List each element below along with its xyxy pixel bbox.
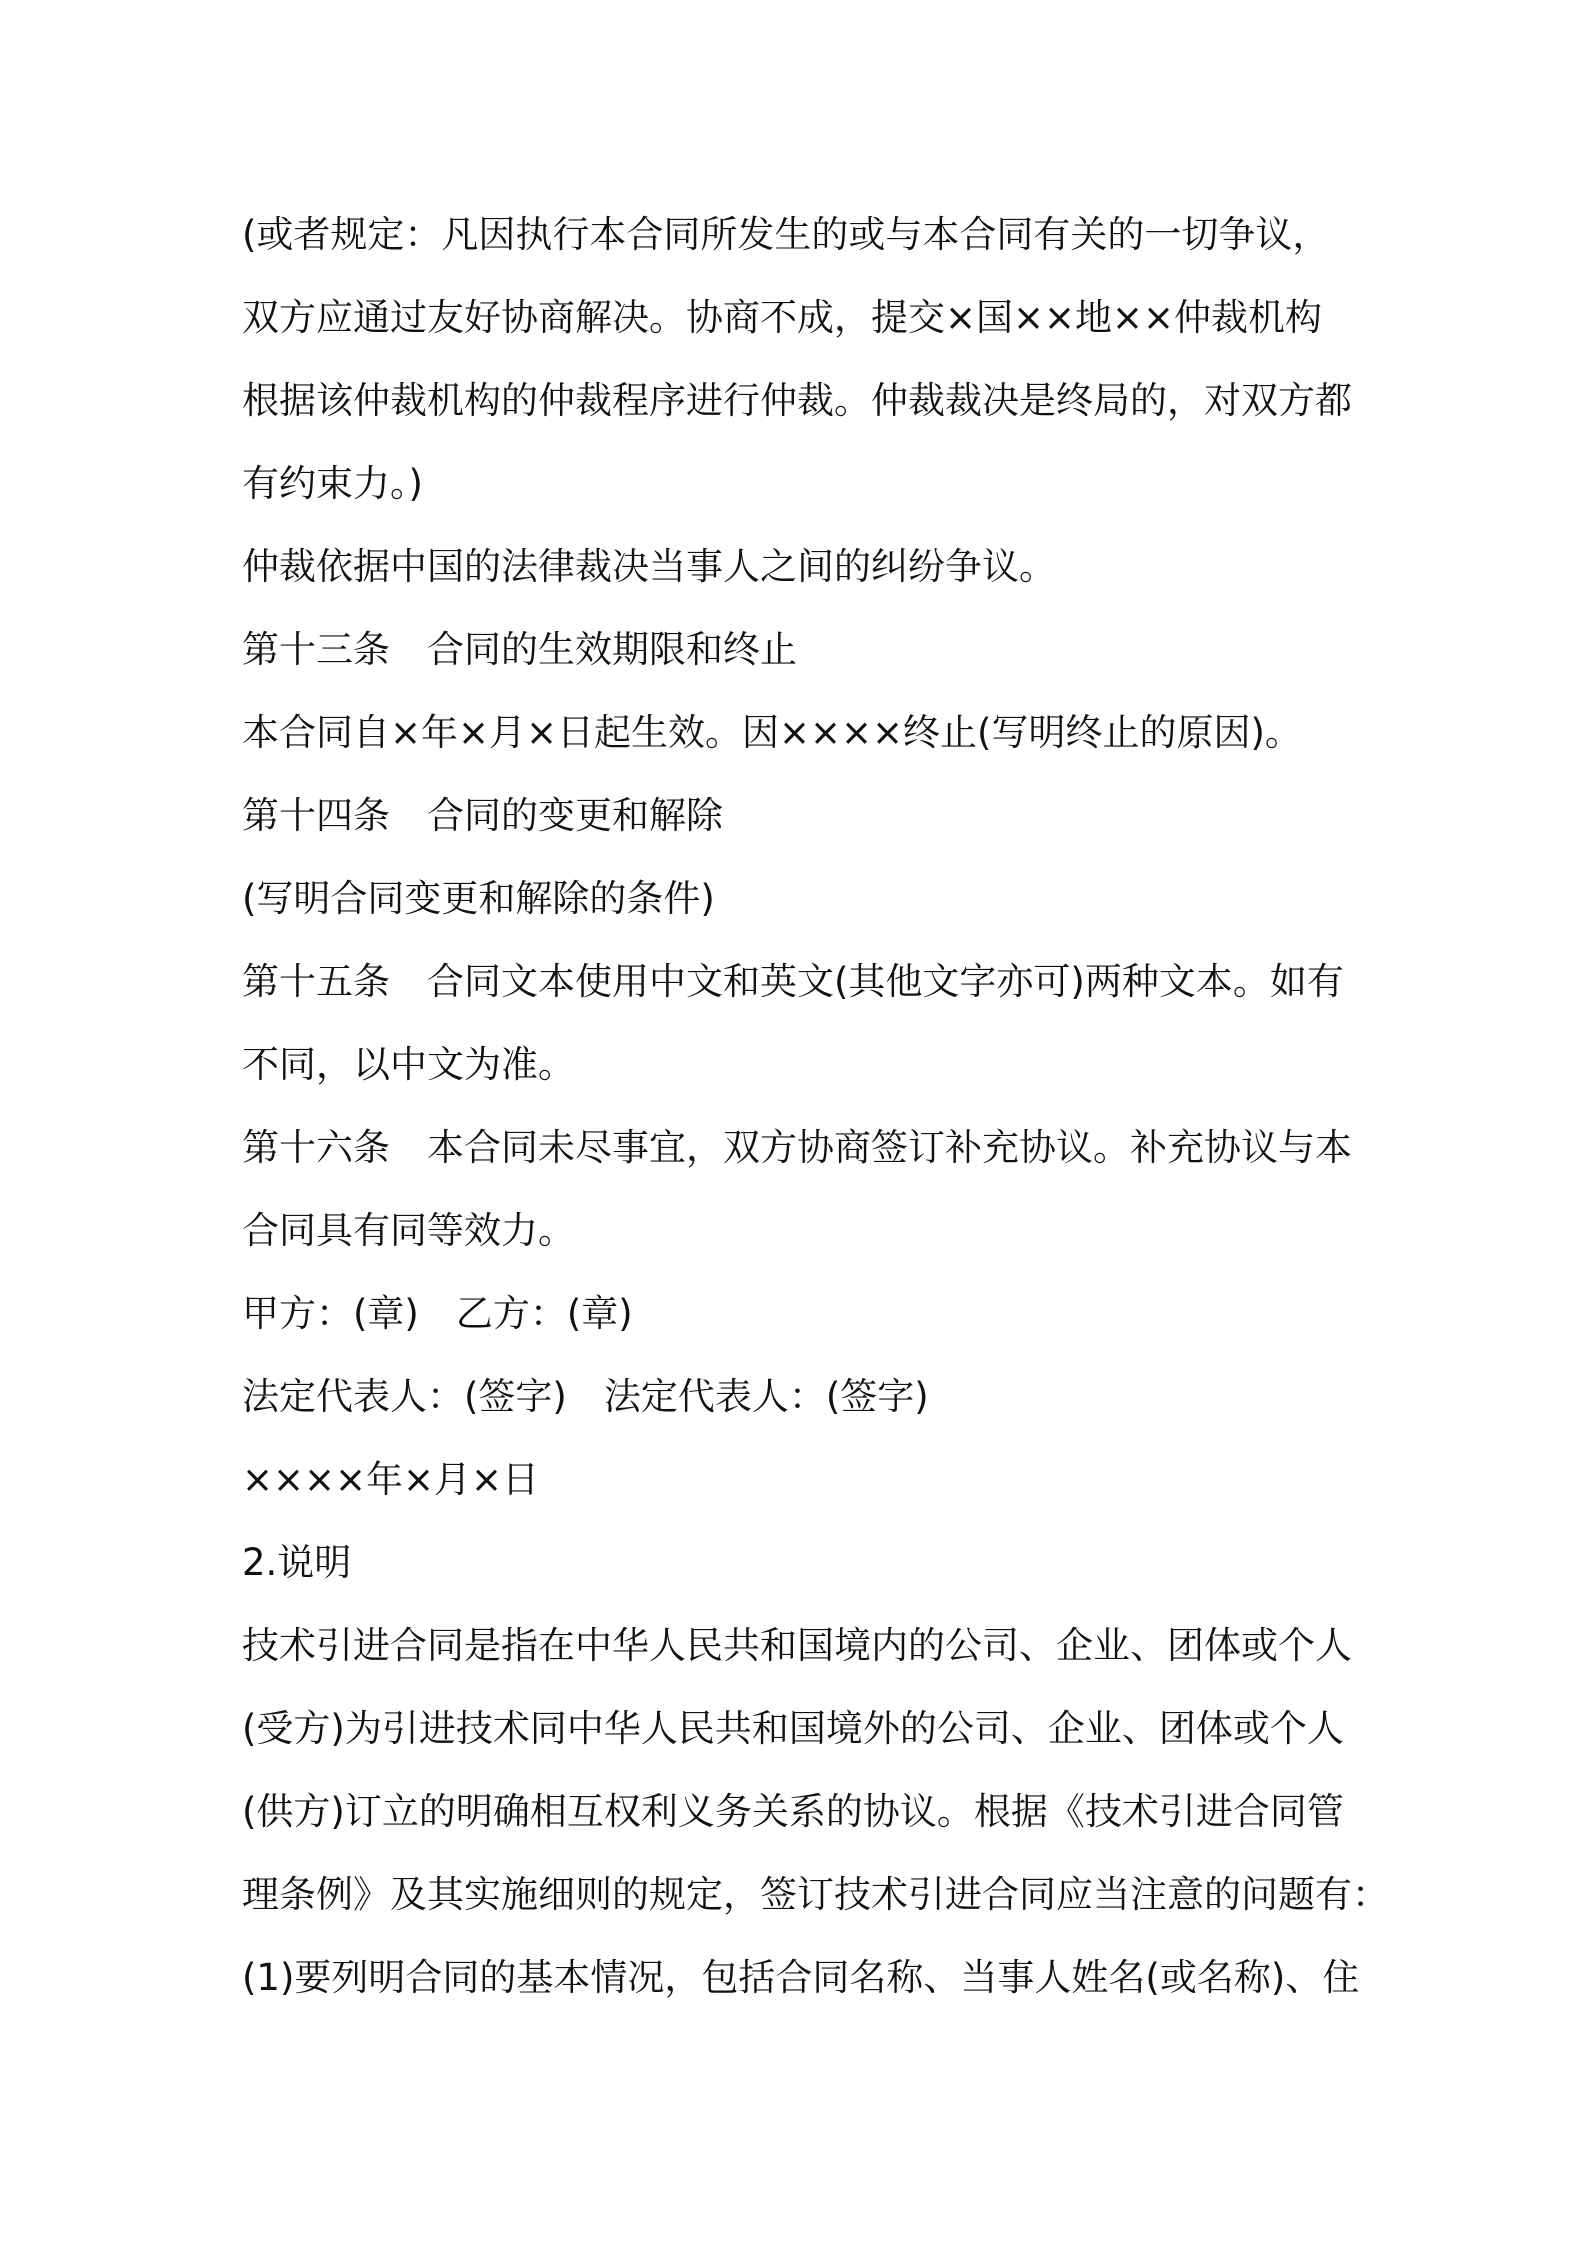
section-heading-explanation: 2.说明 [242, 1541, 352, 1584]
text-line: 本合同自×年×月×日起生效。因××××终止(写明终止的原因)。 [242, 711, 1302, 754]
article-13-heading: 第十三条 合同的生效期限和终止 [242, 628, 797, 671]
article-16-text: 第十六条 本合同未尽事宜，双方协商签订补充协议。补充协议与本 [242, 1126, 1352, 1169]
text-line: (写明合同变更和解除的条件) [242, 877, 715, 920]
text-line: 有约束力。) [242, 462, 423, 505]
article-15-text: 第十五条 合同文本使用中文和英文(其他文字亦可)两种文本。如有 [242, 960, 1344, 1003]
representative-signature-line: 法定代表人：(签字) 法定代表人：(签字) [242, 1375, 929, 1418]
text-line: (受方)为引进技术同中华人民共和国境外的公司、企业、团体或个人 [242, 1707, 1344, 1750]
text-line: (或者规定：凡因执行本合同所发生的或与本合同有关的一切争议， [242, 213, 1330, 256]
article-14-heading: 第十四条 合同的变更和解除 [242, 794, 723, 837]
text-line: (供方)订立的明确相互权利义务关系的协议。根据《技术引进合同管 [242, 1790, 1344, 1833]
party-seal-line: 甲方：(章) 乙方：(章) [242, 1292, 633, 1335]
text-line: 仲裁依据中国的法律裁决当事人之间的纠纷争议。 [242, 545, 1056, 588]
text-line: 理条例》及其实施细则的规定，签订技术引进合同应当注意的问题有： [242, 1873, 1389, 1916]
text-line: 双方应通过友好协商解决。协商不成，提交×国××地××仲裁机构 [242, 296, 1323, 339]
text-line: 不同，以中文为准。 [242, 1043, 575, 1086]
text-line: (1)要列明合同的基本情况，包括合同名称、当事人姓名(或名称)、住 [242, 1956, 1360, 1999]
date-line: ××××年×月×日 [242, 1458, 540, 1501]
text-line: 技术引进合同是指在中华人民共和国境内的公司、企业、团体或个人 [242, 1624, 1352, 1667]
text-line: 根据该仲裁机构的仲裁程序进行仲裁。仲裁裁决是终局的，对双方都 [242, 379, 1352, 422]
text-line: 合同具有同等效力。 [242, 1209, 575, 1252]
